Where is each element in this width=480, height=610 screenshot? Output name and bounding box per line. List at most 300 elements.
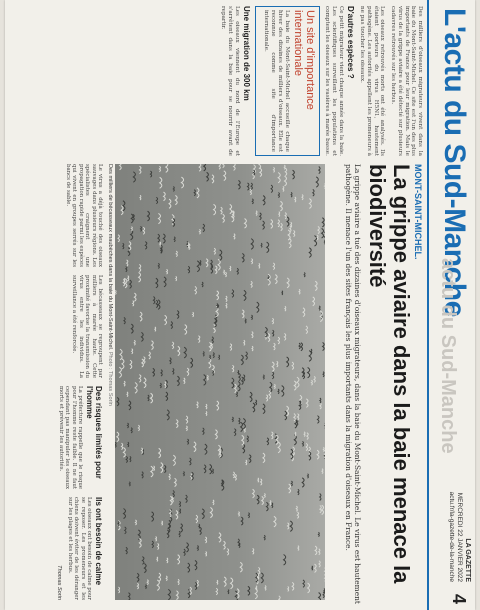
bird-mark: [153, 297, 154, 304]
bird-mark: [246, 352, 248, 360]
bird-mark: [318, 532, 319, 536]
bird-mark: [256, 586, 257, 590]
bird-mark: [214, 325, 216, 333]
bird-mark: [307, 433, 308, 440]
bird-mark: [167, 410, 169, 420]
bird-mark: [233, 472, 234, 478]
bird-mark: [210, 507, 212, 517]
bird-mark: [243, 375, 244, 382]
bird-mark: [306, 399, 308, 408]
bird-mark: [320, 403, 321, 409]
bird-mark: [139, 264, 140, 271]
bird-mark: [163, 234, 165, 243]
info-box-title: Un site d'importance internationale: [291, 10, 316, 110]
bird-mark: [165, 315, 167, 325]
bird-mark: [257, 302, 259, 312]
bird-mark: [250, 392, 252, 402]
bird-mark: [294, 414, 295, 421]
bird-mark: [218, 259, 220, 270]
bird-mark: [217, 580, 218, 584]
bird-mark: [210, 355, 211, 359]
bird-mark: [134, 293, 136, 301]
page-number: 4: [449, 593, 469, 604]
bird-mark: [120, 164, 122, 170]
bird-mark: [270, 500, 271, 505]
bird-mark: [156, 197, 157, 203]
photo-credit: Photo : Thomas Sorin: [107, 351, 113, 406]
bird-mark: [243, 444, 245, 453]
bird-mark: [230, 204, 232, 213]
column-4-text: Les oiseaux ont besoin de calme pour se reposer. Les promeneurs et les chiens doivent éviter de les déranger sur les plages et les herbus.: [66, 497, 92, 600]
bird-mark: [224, 270, 225, 274]
bird-mark: [252, 346, 253, 351]
bird-mark: [223, 214, 225, 222]
bird-mark: [315, 546, 317, 555]
bird-mark: [220, 250, 222, 261]
bird-mark: [298, 546, 299, 551]
bird-mark: [202, 282, 203, 287]
bird-mark: [275, 275, 277, 284]
edition-url: actu.fr/la-gazette-de-la-manche: [448, 491, 455, 582]
bird-mark: [302, 195, 303, 200]
bird-mark: [155, 327, 156, 331]
bird-mark: [258, 478, 259, 482]
bird-mark: [186, 416, 187, 423]
bird-mark: [204, 465, 206, 473]
bird-mark: [278, 442, 280, 453]
bird-mark: [303, 580, 304, 587]
bird-mark: [135, 382, 137, 393]
bird-mark: [278, 220, 279, 227]
bird-mark: [118, 587, 119, 593]
bird-mark: [248, 513, 249, 518]
bird-mark: [235, 384, 237, 393]
left-column: [13, 6, 423, 156]
bird-mark: [260, 213, 261, 220]
bird-mark: [234, 164, 236, 170]
bird-mark: [160, 383, 161, 388]
bird-mark: [299, 289, 300, 294]
bird-mark: [197, 402, 198, 408]
bird-mark: [179, 531, 180, 537]
bird-mark: [168, 589, 170, 599]
bird-mark: [153, 368, 155, 376]
bird-mark: [238, 512, 239, 517]
bird-mark: [256, 211, 257, 216]
bird-mark: [134, 340, 135, 345]
bird-mark: [272, 318, 273, 324]
bird-mark: [289, 484, 291, 493]
bird-mark: [319, 306, 320, 310]
bird-mark: [169, 474, 170, 480]
bird-mark: [293, 170, 295, 179]
bird-mark: [224, 541, 226, 549]
bird-mark: [241, 517, 243, 525]
bird-mark: [272, 372, 273, 379]
bird-mark: [292, 582, 294, 590]
bird-mark: [176, 511, 178, 520]
column-3-text: La préfecture rappelle que le risque pour l'homme reste faible. Il ne faut cependant pas manipuler les oiseaux morts et prévenir les autorités.: [57, 386, 83, 489]
bird-mark: [232, 365, 233, 372]
bird-mark: [230, 266, 231, 271]
sub-head-other-species: D'autres espèces ?: [345, 6, 355, 79]
bird-mark: [244, 219, 246, 229]
bird-mark: [322, 228, 324, 238]
bird-mark: [319, 549, 320, 555]
bird-mark: [308, 474, 309, 478]
bird-mark: [266, 502, 268, 511]
bird-mark: [251, 281, 252, 287]
bird-mark: [167, 269, 168, 274]
bird-mark: [144, 563, 146, 572]
bird-mark: [269, 391, 270, 398]
bird-mark: [248, 183, 249, 190]
bird-mark: [272, 432, 273, 439]
bird-mark: [138, 425, 139, 430]
bird-mark: [223, 164, 224, 168]
bird-mark: [318, 226, 319, 233]
bird-mark: [317, 235, 318, 240]
article-headline: La grippe aviaire dans la baie menace la biodiversité: [365, 164, 414, 584]
bird-mark: [253, 548, 254, 554]
bird-mark: [263, 404, 265, 414]
bird-mark: [280, 201, 282, 211]
bird-mark: [126, 547, 127, 554]
bird-mark: [122, 359, 124, 369]
bird-mark: [187, 543, 189, 552]
bird-mark: [246, 460, 247, 465]
photo-caption: [106, 164, 113, 600]
bird-mark: [175, 195, 177, 204]
bird-mark: [142, 557, 144, 565]
bird-mark: [181, 524, 183, 532]
intro-text-2: Les oiseaux retrouvés morts ont été analysés. Ils étaient porteurs du virus H5N1, hautement pathogène. Les autorités appellent les promeneurs à ne pas toucher les oiseaux.: [359, 6, 386, 156]
bird-mark: [158, 300, 160, 310]
bird-mark: [215, 266, 217, 274]
bird-mark: [287, 406, 289, 416]
bird-mark: [177, 376, 179, 386]
bird-mark: [194, 190, 195, 196]
bird-mark: [299, 343, 300, 349]
bird-mark: [139, 272, 141, 282]
bird-mark: [322, 469, 323, 474]
bird-mark: [324, 568, 325, 575]
bird-mark: [130, 456, 131, 461]
bird-mark: [205, 444, 207, 454]
bird-mark: [190, 587, 191, 594]
bird-mark: [173, 455, 175, 465]
sub-head-migration: Une migration de 300 km: [241, 6, 251, 101]
bird-mark: [219, 164, 220, 169]
bird-mark: [188, 266, 189, 273]
bird-mark: [268, 333, 270, 341]
bird-mark: [161, 463, 163, 473]
bird-mark: [317, 450, 319, 459]
bird-mark: [284, 165, 285, 169]
bird-mark: [171, 322, 172, 329]
bird-mark: [291, 481, 292, 486]
bird-mark: [251, 259, 252, 264]
bird-mark: [270, 382, 272, 392]
bird-mark: [259, 263, 260, 268]
headline-area: [327, 164, 423, 604]
bird-mark: [262, 496, 264, 504]
bird-mark: [135, 520, 136, 525]
bird-mark: [319, 167, 320, 174]
date-block: [447, 472, 471, 582]
bird-mark: [323, 592, 324, 598]
bird-mark: [261, 573, 263, 583]
bird-mark: [289, 238, 291, 247]
bird-mark: [184, 549, 185, 556]
bird-mark: [319, 593, 321, 600]
paper-name: LA GAZETTE: [464, 538, 471, 582]
bird-mark: [160, 177, 162, 188]
bird-mark: [251, 239, 253, 250]
bird-mark: [206, 404, 207, 409]
bird-mark: [158, 234, 160, 242]
bird-mark: [158, 213, 160, 223]
bird-mark: [199, 164, 201, 171]
bird-mark: [304, 273, 305, 277]
bird-mark: [166, 164, 168, 172]
bird-mark: [263, 453, 265, 463]
bird-mark: [320, 398, 321, 403]
bird-mark: [285, 213, 286, 219]
bird-mark: [266, 395, 267, 401]
bird-mark: [207, 172, 209, 181]
bird-mark: [225, 272, 226, 277]
bird-mark: [232, 290, 234, 298]
bird-mark: [278, 192, 279, 197]
bird-mark: [197, 188, 199, 198]
bird-mark: [212, 175, 214, 183]
flock-of-birds-image: [115, 164, 325, 600]
bird-mark: [244, 340, 245, 345]
intro-text: Des milliers d'oiseaux migrateurs vivent dans la baie du Mont-Saint-Michel. Ce site est l'un des plus importants de France pour leur migration. Mais le virus de la grippe aviaire a été détecté sur plusieurs cadavres retrouvés sur les herbus.: [390, 6, 423, 156]
bird-mark: [169, 199, 171, 208]
page-header: [427, 0, 475, 610]
bird-mark: [126, 266, 127, 272]
bird-mark: [123, 447, 125, 457]
bird-mark: [170, 496, 172, 505]
bird-mark: [187, 241, 188, 247]
bird-mark: [140, 166, 141, 173]
bird-mark: [234, 234, 235, 240]
bird-mark: [190, 458, 191, 465]
bird-mark: [152, 541, 153, 548]
bird-mark: [285, 168, 286, 175]
bird-mark: [288, 523, 289, 529]
bird-mark: [206, 411, 207, 415]
bird-mark: [178, 579, 179, 584]
bird-mark: [241, 422, 243, 431]
bird-mark: [162, 521, 163, 525]
bird-mark: [121, 443, 122, 449]
bird-mark: [156, 300, 157, 307]
bird-mark: [200, 527, 201, 534]
bird-mark: [216, 588, 217, 595]
bird-mark: [238, 381, 240, 391]
bird-mark: [253, 489, 255, 497]
bird-mark: [197, 580, 198, 586]
bird-mark: [221, 207, 222, 214]
bird-mark: [217, 303, 218, 307]
bird-mark: [120, 349, 122, 360]
bird-mark: [311, 349, 312, 354]
bird-mark: [219, 533, 221, 543]
bird-mark: [194, 442, 196, 452]
bird-mark: [217, 401, 219, 410]
bird-mark: [131, 324, 133, 333]
bird-mark: [316, 177, 318, 187]
bird-mark: [127, 423, 128, 428]
bird-mark: [118, 235, 119, 242]
bird-mark: [258, 567, 259, 574]
bird-mark: [309, 451, 311, 460]
bird-mark: [292, 362, 293, 369]
bird-mark: [141, 332, 143, 341]
bird-mark: [245, 319, 246, 323]
bird-mark: [202, 509, 204, 519]
bird-mark: [234, 429, 235, 436]
bird-mark: [314, 236, 316, 247]
bird-mark: [148, 211, 150, 221]
bird-mark: [199, 229, 200, 234]
bird-mark: [187, 368, 189, 376]
bird-mark: [214, 248, 215, 254]
bird-mark: [125, 527, 126, 534]
bird-mark: [226, 296, 227, 302]
bird-mark: [203, 428, 204, 435]
bird-mark: [143, 227, 144, 234]
bird-mark: [125, 279, 127, 288]
bird-mark: [247, 436, 248, 442]
bird-mark: [124, 381, 125, 386]
info-box-text: La baie du Mont-Saint-Michel accueille chaque hiver des dizaines de milliers d'oiseaux. Elle est reconnue comme site d'importance internationale.: [263, 10, 290, 152]
bird-mark: [146, 585, 147, 589]
bird-mark: [296, 506, 297, 511]
bird-mark: [159, 448, 161, 457]
bird-mark: [297, 414, 298, 421]
bird-mark: [170, 358, 171, 364]
bird-mark: [187, 439, 188, 444]
bird-mark: [257, 495, 259, 504]
bird-mark: [176, 276, 177, 280]
bird-mark: [131, 428, 132, 433]
bird-mark: [117, 432, 119, 442]
bird-mark: [167, 558, 168, 563]
bird-mark: [264, 493, 265, 497]
bird-mark: [129, 401, 131, 410]
bird-mark: [323, 342, 325, 350]
bird-mark: [250, 189, 251, 195]
bird-mark: [219, 355, 220, 360]
bird-mark: [217, 291, 219, 300]
bird-mark: [160, 242, 161, 246]
bird-mark: [164, 277, 166, 287]
bird-mark: [274, 516, 276, 527]
bird-mark: [282, 291, 283, 295]
bird-mark: [197, 261, 199, 272]
bird-mark: [274, 384, 275, 388]
bird-mark: [150, 171, 151, 177]
bird-mark: [272, 503, 273, 508]
bird-mark: [315, 281, 317, 290]
bird-mark: [273, 263, 274, 270]
bird-mark: [177, 311, 179, 319]
bird-mark: [242, 310, 244, 318]
bird-mark: [159, 573, 161, 581]
bird-mark: [231, 578, 233, 589]
bird-mark: [263, 196, 265, 206]
bird-mark: [163, 192, 165, 201]
section-title: L'actu du Sud-Manche: [438, 8, 471, 317]
newspaper-page: [5, 0, 475, 610]
bird-mark: [303, 308, 305, 317]
bird-mark: [242, 253, 244, 262]
bird-mark: [197, 546, 198, 551]
bird-mark: [239, 373, 240, 380]
bird-mark: [196, 515, 198, 523]
bird-mark: [285, 176, 287, 186]
bird-mark: [235, 474, 236, 480]
bird-mark: [212, 469, 213, 474]
bird-mark: [302, 441, 303, 446]
bird-mark: [278, 389, 279, 394]
bird-mark: [158, 263, 159, 268]
bird-mark: [243, 418, 245, 428]
bird-mark: [118, 521, 119, 525]
bird-mark: [140, 312, 142, 321]
column-1-text: Le virus a déjà touché des oiseaux sauvages dans plusieurs régions. Les spécialistes craignent une propagation rapide parmi les espèces qui vivent en groupes serrés sur les bancs de sable.: [64, 164, 103, 268]
column-3-head: Des risques limités pour l'homme: [85, 386, 103, 479]
bird-mark: [322, 505, 324, 514]
bird-mark: [294, 381, 296, 390]
article-standfirst: La grippe aviaire a tué des dizaines d'oiseaux migrateurs, dans la baie du Mont-Saint-Michel. Le virus est hautement pathogène. Il menace l'un des sites français les plus importants dans la migration d'oiseaux en France.: [344, 164, 362, 604]
bird-mark: [137, 573, 139, 581]
bird-mark: [279, 596, 280, 600]
bird-mark: [186, 426, 187, 431]
bird-mark: [156, 278, 158, 288]
bird-mark: [184, 347, 186, 358]
bird-mark: [178, 346, 180, 355]
bird-mark: [129, 482, 130, 486]
bird-mark: [183, 472, 184, 476]
bird-mark: [123, 201, 125, 211]
bird-mark: [173, 490, 174, 497]
bird-mark: [277, 361, 278, 367]
bird-mark: [166, 576, 167, 581]
bird-mark: [312, 566, 313, 570]
bird-mark: [271, 185, 272, 192]
bird-mark: [265, 586, 266, 591]
bird-mark: [283, 186, 284, 191]
bird-mark: [249, 455, 251, 463]
bird-mark: [180, 509, 181, 514]
bird-mark: [287, 357, 289, 367]
bird-mark: [237, 268, 238, 274]
bird-mark: [288, 587, 289, 592]
bird-mark: [198, 336, 199, 343]
bird-mark: [213, 353, 214, 358]
bird-mark: [322, 218, 324, 227]
bird-mark: [248, 586, 250, 595]
bird-mark: [206, 259, 208, 267]
bird-mark: [260, 168, 262, 176]
bird-mark: [320, 494, 321, 501]
bird-mark: [224, 171, 226, 181]
